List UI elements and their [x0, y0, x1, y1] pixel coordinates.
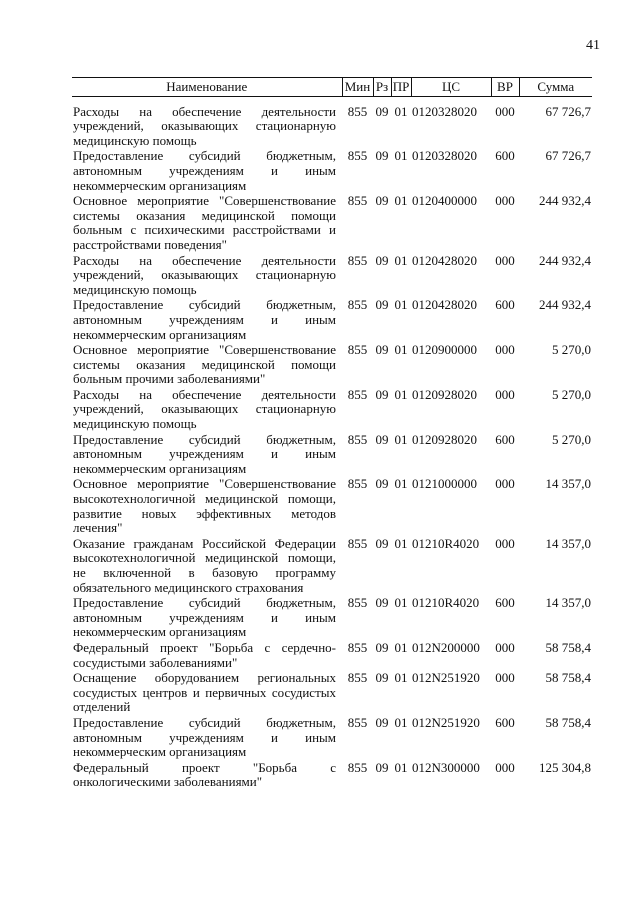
cell-sum: 67 726,7: [545, 148, 591, 164]
cell-pr: 01: [394, 431, 408, 447]
budget-table: [72, 77, 592, 791]
table-row: [72, 596, 592, 641]
cell-vr: 600: [495, 714, 515, 730]
table-row: [72, 761, 592, 791]
cell-vr: 000: [495, 639, 515, 655]
cell-cs: 012N251920: [412, 670, 480, 686]
table-row: [72, 388, 592, 433]
cell-pr: 01: [394, 342, 408, 358]
cell-sum: 244 932,4: [539, 252, 591, 268]
cell-sum: 14 357,0: [545, 476, 591, 492]
cell-vr: 000: [495, 535, 515, 551]
header-name: Наименование: [72, 78, 342, 97]
cell-min: 855: [347, 670, 368, 686]
cell-cs: 0121000000: [412, 476, 477, 492]
cell-name: Оказание гражданам Российской Федерации высокотехнологичной медицинской помощи, не включенной в базовую программу обязательного медицинского страхования: [73, 535, 336, 595]
cell-rz: 09: [375, 103, 389, 119]
cell-pr: 01: [394, 103, 408, 119]
cell-sum: 58 758,4: [545, 714, 591, 730]
cell-pr: 01: [394, 535, 408, 551]
cell-pr: 01: [394, 639, 408, 655]
cell-pr: 01: [394, 193, 408, 209]
table-row: [72, 716, 592, 761]
cell-pr: 01: [394, 759, 408, 775]
header-rz: Рз: [373, 78, 391, 97]
cell-sum: 14 357,0: [545, 595, 591, 611]
table-row: [72, 671, 592, 716]
cell-cs: 01210R4020: [412, 535, 480, 551]
cell-min: 855: [347, 103, 368, 119]
cell-rz: 09: [375, 193, 389, 209]
cell-name: Федеральный проект "Борьба с сердечно-сосудистыми заболеваниями": [73, 639, 336, 670]
cell-min: 855: [347, 639, 368, 655]
cell-pr: 01: [394, 252, 408, 268]
cell-name: Предоставление субсидий бюджетным, автономным учреждениям и иным некоммерческим организациям: [73, 714, 336, 760]
cell-name: Предоставление субсидий бюджетным, автономным учреждениям и иным некоммерческим организациям: [73, 297, 336, 342]
page-number: 41: [586, 38, 600, 53]
cell-name: Основное мероприятие "Совершенствование системы оказания медицинской помощи больным прочими заболеваниями": [73, 342, 336, 387]
cell-vr: 600: [495, 297, 515, 313]
table-header-row: [72, 78, 592, 97]
cell-cs: 012N300000: [412, 759, 480, 775]
cell-min: 855: [347, 193, 368, 209]
cell-pr: 01: [394, 476, 408, 492]
cell-cs: 0120928020: [412, 386, 477, 402]
cell-sum: 5 270,0: [552, 342, 591, 358]
cell-min: 855: [347, 476, 368, 492]
cell-cs: 0120428020: [412, 297, 477, 313]
cell-pr: 01: [394, 714, 408, 730]
cell-sum: 5 270,0: [552, 431, 591, 447]
cell-min: 855: [347, 431, 368, 447]
cell-cs: 0120900000: [412, 342, 477, 358]
cell-sum: 58 758,4: [545, 670, 591, 686]
table-row: [72, 343, 592, 388]
cell-pr: 01: [394, 670, 408, 686]
cell-vr: 000: [495, 103, 515, 119]
cell-min: 855: [347, 714, 368, 730]
cell-vr: 600: [495, 595, 515, 611]
cell-sum: 67 726,7: [545, 103, 591, 119]
cell-sum: 244 932,4: [539, 297, 591, 313]
cell-name: Расходы на обеспечение деятельности учреждений, оказывающих стационарную медицинскую помощь: [73, 252, 336, 297]
cell-rz: 09: [375, 639, 389, 655]
cell-rz: 09: [375, 431, 389, 447]
table-row: [72, 477, 592, 536]
cell-vr: 000: [495, 193, 515, 209]
cell-rz: 09: [375, 759, 389, 775]
header-cs: ЦС: [411, 78, 491, 97]
cell-cs: 012N251920: [412, 714, 480, 730]
cell-cs: 0120428020: [412, 252, 477, 268]
table-body: [72, 96, 592, 791]
cell-cs: 0120328020: [412, 148, 477, 164]
cell-rz: 09: [375, 670, 389, 686]
cell-name: Основное мероприятие "Совершенствование высокотехнологичной медицинской помощи, развитие новых эффективных методов лечения": [73, 476, 336, 536]
cell-rz: 09: [375, 297, 389, 313]
cell-rz: 09: [375, 595, 389, 611]
cell-rz: 09: [375, 342, 389, 358]
cell-vr: 600: [495, 148, 515, 164]
cell-sum: 125 304,8: [539, 759, 591, 775]
cell-vr: 000: [495, 670, 515, 686]
cell-name: Оснащение оборудованием региональных сосудистых центров и первичных сосудистых отделений: [73, 670, 336, 715]
cell-pr: 01: [394, 386, 408, 402]
cell-pr: 01: [394, 297, 408, 313]
table-row: [72, 254, 592, 299]
cell-vr: 000: [495, 252, 515, 268]
cell-min: 855: [347, 252, 368, 268]
cell-name: Основное мероприятие "Совершенствование системы оказания медицинской помощи больным с психическими расстройствами и расстройствами поведения": [73, 193, 336, 252]
cell-rz: 09: [375, 535, 389, 551]
cell-vr: 000: [495, 476, 515, 492]
cell-rz: 09: [375, 148, 389, 164]
table-row: [72, 194, 592, 253]
header-pr: ПР: [391, 78, 411, 97]
cell-sum: 14 357,0: [545, 535, 591, 551]
cell-vr: 600: [495, 431, 515, 447]
cell-min: 855: [347, 297, 368, 313]
cell-min: 855: [347, 342, 368, 358]
cell-min: 855: [347, 759, 368, 775]
cell-sum: 244 932,4: [539, 193, 591, 209]
header-min: Мин: [342, 78, 373, 97]
cell-cs: 0120928020: [412, 431, 477, 447]
cell-cs: 01210R4020: [412, 595, 480, 611]
cell-pr: 01: [394, 595, 408, 611]
cell-min: 855: [347, 386, 368, 402]
cell-name: Предоставление субсидий бюджетным, автономным учреждениям и иным некоммерческим организациям: [73, 431, 336, 476]
cell-sum: 58 758,4: [545, 639, 591, 655]
cell-rz: 09: [375, 476, 389, 492]
table-row: [72, 298, 592, 343]
cell-vr: 000: [495, 386, 515, 402]
cell-cs: 0120400000: [412, 193, 477, 209]
cell-cs: 0120328020: [412, 103, 477, 119]
cell-sum: 5 270,0: [552, 386, 591, 402]
cell-cs: 012N200000: [412, 639, 480, 655]
cell-vr: 000: [495, 759, 515, 775]
table-row: [72, 149, 592, 194]
cell-name: Предоставление субсидий бюджетным, автономным учреждениям и иным некоммерческим организациям: [73, 595, 336, 640]
cell-name: Предоставление субсидий бюджетным, автономным учреждениям и иным некоммерческим организациям: [73, 148, 336, 193]
cell-min: 855: [347, 535, 368, 551]
cell-vr: 000: [495, 342, 515, 358]
cell-pr: 01: [394, 148, 408, 164]
cell-min: 855: [347, 595, 368, 611]
header-sum: Сумма: [519, 78, 592, 97]
table-row: [72, 96, 592, 149]
cell-min: 855: [347, 148, 368, 164]
cell-rz: 09: [375, 386, 389, 402]
cell-name: Расходы на обеспечение деятельности учреждений, оказывающих стационарную медицинскую помощь: [73, 386, 336, 432]
cell-name: Расходы на обеспечение деятельности учреждений, оказывающих стационарную медицинскую помощь: [73, 103, 336, 148]
cell-rz: 09: [375, 252, 389, 268]
header-vr: ВР: [491, 78, 519, 97]
table-row: [72, 641, 592, 671]
cell-name: Федеральный проект "Борьба с онкологическими заболеваниями": [73, 759, 336, 790]
table-row: [72, 433, 592, 478]
table-row: [72, 537, 592, 596]
cell-rz: 09: [375, 714, 389, 730]
